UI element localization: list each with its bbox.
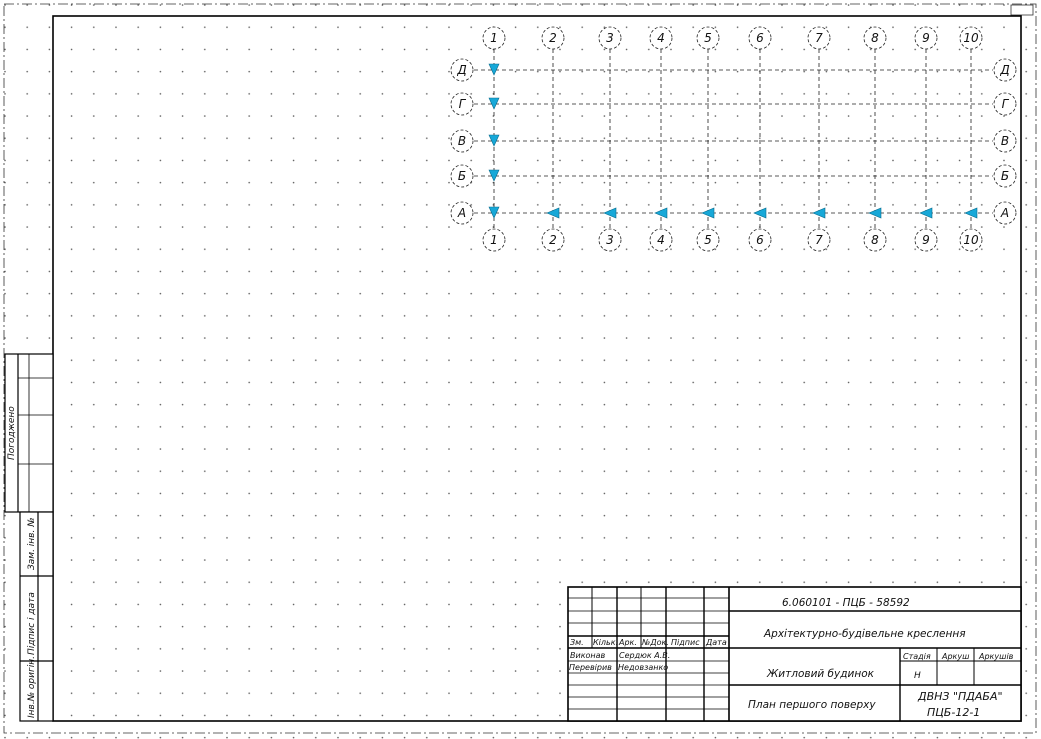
- hdr-ark: Арк.: [619, 638, 637, 647]
- axis-bubble-row-Д: [994, 59, 1016, 81]
- hdr-pidpys: Підпис: [671, 638, 700, 647]
- document-code: 6.060101 - ПЦБ - 58592: [782, 597, 910, 609]
- stage-label: Стадія: [903, 652, 931, 661]
- axis-bubble-col-4: [650, 229, 672, 251]
- corner-tab: [1011, 5, 1033, 15]
- hdr-kilk: Кільк.: [593, 638, 619, 647]
- axis-bubble-row-Г: [451, 93, 473, 115]
- axis-bubble-col-10: [960, 229, 982, 251]
- axis-bubble-col-8: [864, 229, 886, 251]
- axis-bubble-col-6: [749, 27, 771, 49]
- svg-text:8: 8: [871, 233, 879, 247]
- axis-bubble-col-5: [697, 229, 719, 251]
- svg-text:В: В: [457, 134, 467, 148]
- axis-bubble-col-2: [542, 229, 564, 251]
- sheets-label: Аркушів: [979, 652, 1014, 661]
- name-performed: Сердюк А.В.: [619, 651, 671, 660]
- svg-text:9: 9: [922, 31, 930, 45]
- role-checked: Перевірив: [569, 663, 612, 672]
- sheet-title: План першого поверху: [748, 699, 876, 711]
- axis-bubble-row-Д: [451, 59, 473, 81]
- axis-bubble-row-В: [451, 130, 473, 152]
- axis-bubble-row-А: [994, 202, 1016, 224]
- role-performed: Виконав: [570, 651, 606, 660]
- axis-bubble-col-5: [697, 27, 719, 49]
- svg-text:Б: Б: [457, 169, 467, 183]
- axis-bubble-col-2: [542, 27, 564, 49]
- svg-text:Г: Г: [458, 97, 466, 111]
- stage-value: Н: [914, 671, 921, 681]
- axis-bubble-col-3: [599, 27, 621, 49]
- svg-text:5: 5: [704, 233, 712, 247]
- name-checked: Недовзанко: [618, 663, 669, 672]
- svg-text:10: 10: [963, 233, 979, 247]
- svg-text:1: 1: [490, 31, 498, 45]
- svg-text:Д: Д: [457, 63, 467, 77]
- svg-text:9: 9: [922, 233, 930, 247]
- hdr-data: Дата: [706, 638, 727, 647]
- axis-bubble-col-10: [960, 27, 982, 49]
- axis-bubble-col-7: [808, 229, 830, 251]
- axis-bubble-col-7: [808, 27, 830, 49]
- axis-bubble-col-8: [864, 27, 886, 49]
- svg-text:3: 3: [606, 233, 614, 247]
- svg-text:Д: Д: [1000, 63, 1010, 77]
- svg-text:8: 8: [871, 31, 879, 45]
- hdr-zm: Зм.: [570, 638, 584, 647]
- axis-bubble-row-В: [994, 130, 1016, 152]
- svg-text:6: 6: [756, 31, 764, 45]
- svg-text:4: 4: [657, 233, 665, 247]
- axis-bubble-row-Б: [994, 165, 1016, 187]
- axis-bubble-col-9: [915, 229, 937, 251]
- axis-bubble-col-1: [483, 229, 505, 251]
- svg-text:3: 3: [606, 31, 614, 45]
- svg-text:2: 2: [549, 31, 557, 45]
- course-title: Архітектурно-будівельне креслення: [764, 628, 966, 640]
- svg-text:1: 1: [490, 233, 498, 247]
- svg-text:В: В: [1000, 134, 1010, 148]
- original-inv-label: Інв.№ оригін.: [27, 656, 37, 718]
- approval-label: Погоджено: [7, 406, 17, 460]
- object-name: Житловий будинок: [767, 668, 874, 680]
- axis-bubble-col-1: [483, 27, 505, 49]
- svg-text:7: 7: [815, 233, 823, 247]
- svg-text:6: 6: [756, 233, 764, 247]
- replacement-inv-label: Зам. інв. №: [27, 517, 37, 570]
- axis-bubble-col-9: [915, 27, 937, 49]
- svg-text:5: 5: [704, 31, 712, 45]
- svg-text:Б: Б: [1000, 169, 1010, 183]
- organization: ДВНЗ "ПДАБА": [918, 690, 1003, 703]
- axis-bubble-row-А: [451, 202, 473, 224]
- signature-date-label: Підпис і дата: [27, 592, 37, 655]
- hdr-ndok: №Док.: [642, 638, 669, 647]
- sheet-label: Аркуш: [942, 652, 970, 661]
- axis-bubble-row-Г: [994, 93, 1016, 115]
- axis-bubble-row-Б: [451, 165, 473, 187]
- svg-text:А: А: [1000, 206, 1010, 220]
- axis-bubble-col-3: [599, 229, 621, 251]
- svg-text:А: А: [457, 206, 467, 220]
- svg-text:10: 10: [963, 31, 979, 45]
- svg-text:7: 7: [815, 31, 823, 45]
- axis-bubble-col-6: [749, 229, 771, 251]
- svg-text:4: 4: [657, 31, 665, 45]
- svg-text:2: 2: [549, 233, 557, 247]
- title-block: [568, 587, 1021, 721]
- group-code: ПЦБ-12-1: [927, 706, 981, 719]
- axis-bubble-col-4: [650, 27, 672, 49]
- svg-text:Г: Г: [1001, 97, 1009, 111]
